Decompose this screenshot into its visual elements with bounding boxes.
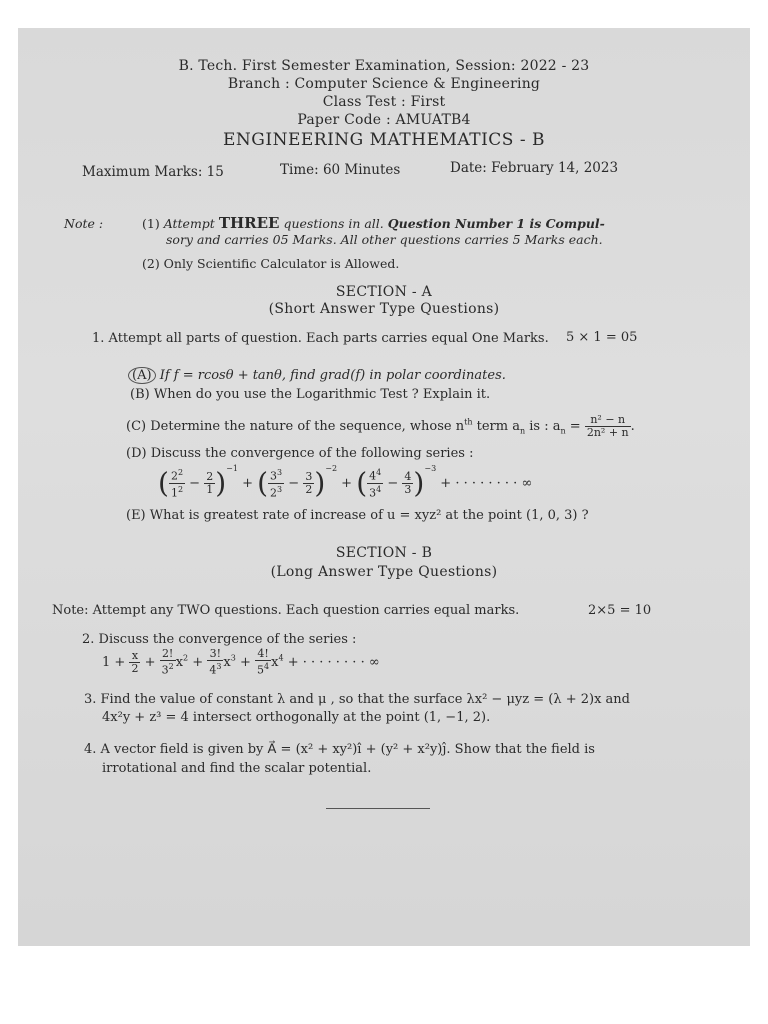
question-1c-label: (C) <box>126 419 147 434</box>
question-1a-text: If f = rcosθ + tanθ, find grad(f) in polar coordinates. <box>159 368 506 383</box>
note-label: Note : <box>64 216 104 231</box>
question-3-line-2: 4x²y + z³ = 4 intersect orthogonally at the point (1, −1, 2). <box>102 710 491 725</box>
question-1c-sub-2: n <box>560 426 566 436</box>
question-1e-label: (E) <box>126 508 146 523</box>
maximum-marks: Maximum Marks: 15 <box>82 164 224 180</box>
note-1-number: (1) <box>142 216 160 231</box>
question-2: 2. Discuss the convergence of the series : <box>82 632 357 647</box>
question-1a-label: (A) <box>128 367 156 384</box>
section-b-subtitle: (Long Answer Type Questions) <box>270 564 498 580</box>
note-1-line-2: sory and carries 05 Marks. All other questions carries 5 Marks each. <box>166 232 603 247</box>
question-2-series-tail: + · · · · · · · · ∞ <box>287 654 380 670</box>
question-1c-is: is : a <box>529 419 561 434</box>
note-2: (2) Only Scientific Calculator is Allowed. <box>142 256 400 271</box>
note-1 <box>142 214 605 232</box>
section-b-title: SECTION - B <box>335 545 433 561</box>
question-1b-text: When do you use the Logarithmic Test ? Explain it. <box>153 387 491 402</box>
question-1-marks: 5 × 1 = 05 <box>566 330 638 345</box>
question-1c-numerator: n² − n <box>585 414 631 427</box>
note-1-three: THREE <box>218 214 280 232</box>
branch-line: Branch : Computer Science & Engineering <box>227 76 541 92</box>
question-2-series: 1 + $\frac{x}{2}$ + $\frac{2!}{3^2}$ $x^2$ + $\frac{3!}{4^3}$ $x^3$ + $\frac{4!}{5^4}$ $x^4$ + · · · · · · · · ∞ <box>102 647 380 677</box>
question-4-line-1: 4. A vector field is given by A⃗ = (x² + xy²)î + (y² + x²y)ĵ. Show that the field is <box>84 742 595 757</box>
exam-session-line: B. Tech. First Semester Examination, Session: 2022 - 23 <box>178 58 590 74</box>
question-1b <box>130 387 490 402</box>
question-1d-label: (D) <box>126 446 147 461</box>
question-1c-text: Determine the nature of the sequence, whose n <box>150 419 465 434</box>
exam-date: Date: February 14, 2023 <box>450 160 619 176</box>
question-1c-sup: th <box>464 417 473 427</box>
question-1c-fraction <box>585 414 631 439</box>
question-1d-text: Discuss the convergence of the following series : <box>150 446 474 461</box>
question-1c-denominator: 2n² + n <box>586 426 629 439</box>
exam-paper <box>18 28 750 946</box>
note-1-text-c: questions in all. <box>283 216 384 231</box>
question-1c-tail: term a <box>476 419 520 434</box>
question-1d <box>126 446 473 461</box>
section-b-note-marks: 2×5 = 10 <box>588 603 652 618</box>
question-1e <box>126 508 589 523</box>
question-1c: (C) Determine the nature of the sequence, whose $n^{th}$ term $a_n$ is : $a_n$ = $\frac{\text{n² − n}}{\text{2n² + n}}$ . <box>126 413 635 439</box>
question-3-line-1: 3. Find the value of constant λ and μ , so that the surface λx² − μyz = (λ + 2)x and <box>84 692 630 707</box>
question-1b-label: (B) <box>130 387 150 402</box>
question-1a <box>128 367 506 384</box>
question-1: 1. Attempt all parts of question. Each parts carries equal One Marks. <box>92 331 549 346</box>
question-1d-series: ( $\frac{2^2}{1^2}$ − $\frac{2}{1}$ )$^{-1}$ + ( $\frac{3^3}{2^3}$ − $\frac{3}{2}$ )$^{-2}$ + ( $\frac{4^4}{3^4}$ − $\frac{4}{3}$ )$^{-3}$ + · · · · · · · · ∞ <box>158 464 533 500</box>
section-a-title: SECTION - A <box>335 284 433 300</box>
question-1e-text: What is greatest rate of increase of u = xyz² at the point (1, 0, 3) ? <box>149 508 589 523</box>
class-test-line: Class Test : First <box>322 94 446 110</box>
section-b-note: Note: Attempt any TWO questions. Each question carries equal marks. <box>52 603 520 618</box>
section-a-subtitle: (Short Answer Type Questions) <box>268 301 500 317</box>
note-1-text-a: Attempt <box>163 216 215 231</box>
paper-title: ENGINEERING MATHEMATICS - B <box>223 130 545 150</box>
question-4-line-2: irrotational and find the scalar potential. <box>102 761 372 776</box>
question-1d-series-tail: + · · · · · · · · ∞ <box>440 476 533 491</box>
end-divider <box>326 808 430 809</box>
note-1-text-d: Question Number 1 is Compul- <box>387 216 605 231</box>
paper-code-line: Paper Code : AMUATB4 <box>297 112 471 128</box>
question-1c-sub: n <box>519 426 526 436</box>
exam-time: Time: 60 Minutes <box>280 162 401 178</box>
